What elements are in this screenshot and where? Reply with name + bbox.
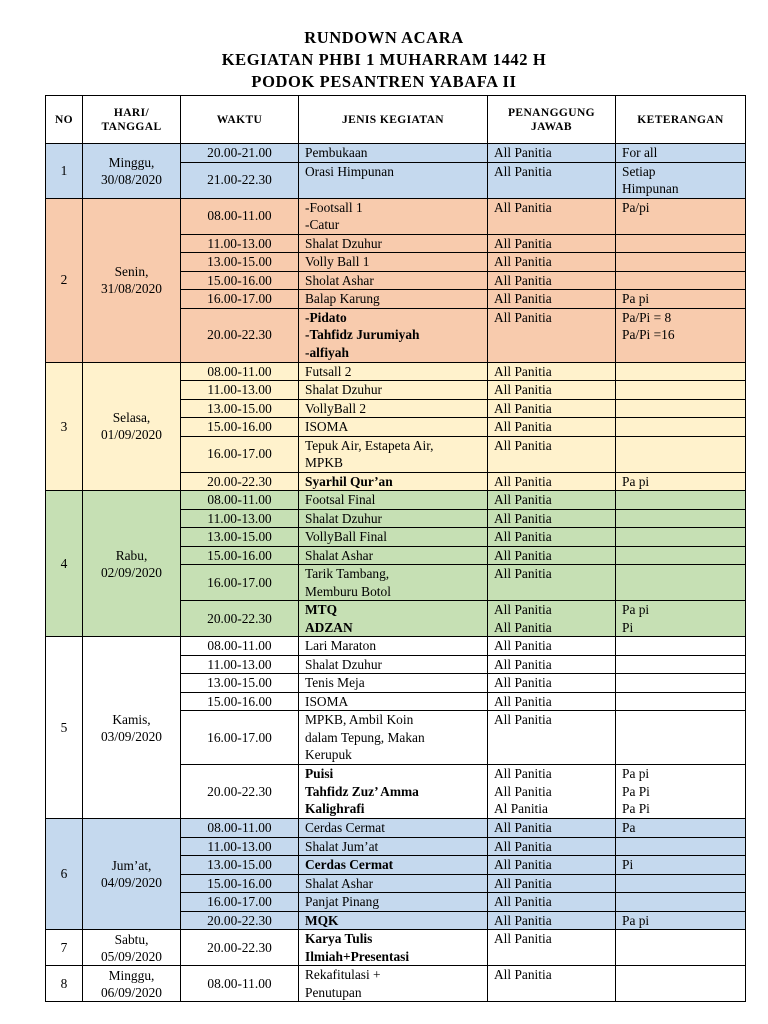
responsible-cell — [488, 819, 616, 838]
responsible-line: All Panitia — [494, 510, 552, 526]
time-cell: 16.00-17.00 — [181, 290, 299, 309]
responsible-line: All Panitia — [494, 675, 552, 690]
activity-cell — [299, 893, 488, 912]
responsible-cell — [488, 399, 616, 418]
activity-line: Penutupan — [305, 984, 362, 1000]
time-cell: 13.00-15.00 — [181, 674, 299, 693]
responsible-line: All Panitia — [494, 619, 552, 635]
notes-cell — [616, 837, 746, 856]
activity-line: Kalighrafi — [305, 801, 365, 816]
responsible-cell — [488, 436, 616, 472]
day-number: 7 — [46, 930, 83, 966]
day-number: 8 — [46, 966, 83, 1002]
table-row — [46, 930, 746, 966]
notes-cell — [616, 637, 746, 656]
day-date: 05/09/2020 — [100, 948, 162, 964]
notes-cell — [616, 528, 746, 547]
responsible-cell — [488, 711, 616, 765]
activity-line: -Pidato — [305, 309, 347, 325]
activity-line: Pembukaan — [305, 145, 368, 160]
header-row — [46, 96, 746, 144]
header-tanggal-label: TANGGAL — [101, 120, 162, 133]
time-cell: 16.00-17.00 — [181, 436, 299, 472]
document-subtitle-place: PODOK PESANTREN YABAFA II — [251, 72, 517, 91]
notes-line: Pa/Pi = 8 — [622, 309, 672, 325]
notes-cell — [616, 253, 746, 272]
day-date: 01/09/2020 — [100, 427, 162, 443]
activity-cell — [299, 436, 488, 472]
day-name: Selasa, — [112, 410, 151, 426]
notes-cell — [616, 546, 746, 565]
notes-cell — [616, 491, 746, 510]
notes-cell — [616, 271, 746, 290]
activity-cell — [299, 528, 488, 547]
responsible-cell — [488, 491, 616, 510]
notes-line: Pa pi — [622, 602, 650, 617]
time-cell: 11.00-13.00 — [181, 655, 299, 674]
time-cell: 15.00-16.00 — [181, 692, 299, 711]
activity-cell — [299, 546, 488, 565]
day-date: 02/09/2020 — [100, 564, 162, 580]
activity-line: Kerupuk — [305, 747, 352, 762]
responsible-cell — [488, 198, 616, 234]
day-name: Sabtu, — [114, 931, 149, 947]
activity-line: -Tahfidz Jurumiyah — [305, 327, 420, 342]
responsible-cell — [488, 144, 616, 163]
time-cell: 20.00-22.30 — [181, 911, 299, 930]
responsible-line: All Panitia — [494, 931, 552, 946]
day-date-cell — [83, 637, 181, 819]
notes-cell — [616, 765, 746, 819]
day-number: 5 — [46, 637, 83, 819]
responsible-cell — [488, 290, 616, 309]
activity-cell — [299, 674, 488, 693]
responsible-line: All Panitia — [494, 363, 552, 379]
header-keterangan: KETERANGAN — [616, 96, 746, 144]
responsible-cell — [488, 911, 616, 930]
activity-line: Tahfidz Zuz’ Amma — [305, 783, 419, 799]
responsible-cell — [488, 856, 616, 875]
activity-line: Lari Maraton — [305, 638, 377, 653]
header-hari-tanggal — [83, 96, 181, 144]
day-date-cell — [83, 966, 181, 1002]
notes-line: Pa pi — [622, 912, 650, 928]
notes-line: Himpunan — [622, 181, 679, 196]
activity-cell — [299, 837, 488, 856]
activity-cell — [299, 253, 488, 272]
notes-cell — [616, 308, 746, 362]
activity-line: Shalat Dzuhur — [305, 510, 382, 526]
activity-cell — [299, 362, 488, 381]
notes-cell — [616, 966, 746, 1002]
notes-cell — [616, 418, 746, 437]
activity-line: Ilmiah+Presentasi — [305, 948, 410, 964]
activity-line: Orasi Himpunan — [305, 163, 394, 179]
activity-cell — [299, 308, 488, 362]
responsible-line: All Panitia — [494, 272, 552, 288]
day-number: 6 — [46, 819, 83, 930]
activity-line: Panjat Pinang — [305, 894, 380, 909]
header-pj-line2: JAWAB — [531, 120, 572, 133]
responsible-line: All Panitia — [494, 656, 552, 672]
activity-cell — [299, 509, 488, 528]
table-row — [46, 637, 746, 656]
notes-line: Pa Pi — [622, 783, 650, 799]
activity-cell — [299, 198, 488, 234]
notes-cell — [616, 565, 746, 601]
time-cell: 13.00-15.00 — [181, 528, 299, 547]
notes-cell — [616, 436, 746, 472]
responsible-line: All Panitia — [494, 163, 552, 179]
responsible-line: All Panitia — [494, 894, 552, 909]
activity-cell — [299, 692, 488, 711]
activity-line: MPKB, Ambil Koin — [305, 712, 414, 727]
table-row — [46, 819, 746, 838]
notes-cell — [616, 162, 746, 198]
notes-line: Setiap — [622, 163, 656, 179]
day-name: Minggu, — [108, 967, 155, 983]
notes-cell — [616, 234, 746, 253]
activity-line: Shalat Dzuhur — [305, 382, 382, 397]
responsible-cell — [488, 528, 616, 547]
day-name: Minggu, — [108, 154, 155, 170]
notes-cell — [616, 874, 746, 893]
time-cell: 16.00-17.00 — [181, 711, 299, 765]
activity-line: Shalat Dzuhur — [305, 235, 382, 251]
day-date: 06/09/2020 — [100, 984, 162, 1000]
day-date-cell — [83, 362, 181, 491]
day-date: 30/08/2020 — [100, 171, 162, 187]
activity-cell — [299, 271, 488, 290]
time-cell: 08.00-11.00 — [181, 491, 299, 510]
table-row — [46, 966, 746, 1002]
responsible-cell — [488, 234, 616, 253]
notes-cell — [616, 362, 746, 381]
activity-cell — [299, 874, 488, 893]
day-date-cell — [83, 198, 181, 362]
activity-cell — [299, 472, 488, 491]
table-row — [46, 362, 746, 381]
time-cell: 11.00-13.00 — [181, 509, 299, 528]
responsible-line: All Panitia — [494, 437, 552, 453]
notes-line: Pa/pi — [622, 199, 650, 215]
notes-line: Pa — [622, 820, 636, 835]
responsible-line: All Panitia — [494, 291, 552, 306]
responsible-cell — [488, 381, 616, 400]
responsible-line: All Panitia — [494, 857, 552, 872]
responsible-cell — [488, 601, 616, 637]
notes-cell — [616, 198, 746, 234]
activity-line: Syarhil Qur’an — [305, 473, 393, 489]
header-waktu: WAKTU — [181, 96, 299, 144]
activity-cell — [299, 930, 488, 966]
activity-line: Futsall 2 — [305, 363, 352, 379]
activity-line: Sholat Ashar — [305, 272, 374, 288]
activity-cell — [299, 381, 488, 400]
responsible-cell — [488, 162, 616, 198]
header-hari-label: HARI/ — [113, 106, 150, 119]
responsible-line: All Panitia — [494, 199, 552, 215]
responsible-cell — [488, 930, 616, 966]
activity-line: Footsal Final — [305, 492, 376, 507]
notes-cell — [616, 930, 746, 966]
table-row — [46, 144, 746, 163]
responsible-line: Al Panitia — [494, 801, 548, 816]
notes-line: Pi — [622, 619, 634, 635]
day-name: Rabu, — [115, 547, 148, 563]
day-number: 3 — [46, 362, 83, 491]
responsible-line: All Panitia — [494, 254, 552, 269]
activity-line: Cerdas Cermat — [305, 857, 394, 872]
notes-cell — [616, 472, 746, 491]
responsible-cell — [488, 674, 616, 693]
activity-line: Shalat Ashar — [305, 875, 374, 891]
time-cell: 20.00-22.30 — [181, 930, 299, 966]
notes-line: Pa pi — [622, 766, 650, 781]
responsible-line: All Panitia — [494, 638, 552, 653]
activity-cell — [299, 711, 488, 765]
responsible-line: All Panitia — [494, 145, 552, 160]
activity-cell — [299, 856, 488, 875]
responsible-line: All Panitia — [494, 419, 552, 434]
responsible-cell — [488, 418, 616, 437]
activity-cell — [299, 399, 488, 418]
responsible-line: All Panitia — [494, 967, 552, 982]
responsible-line: All Panitia — [494, 838, 552, 854]
responsible-line: All Panitia — [494, 602, 552, 617]
activity-cell — [299, 765, 488, 819]
activity-line: Shalat Ashar — [305, 547, 374, 563]
activity-line: -Footsall 1 — [305, 199, 363, 215]
activity-cell — [299, 911, 488, 930]
notes-line: Pa pi — [622, 291, 650, 306]
table-row — [46, 198, 746, 234]
time-cell: 13.00-15.00 — [181, 399, 299, 418]
activity-line: Shalat Jum’at — [305, 838, 379, 854]
notes-cell — [616, 819, 746, 838]
time-cell: 13.00-15.00 — [181, 856, 299, 875]
notes-line: For all — [622, 145, 658, 160]
responsible-line: All Panitia — [494, 309, 552, 325]
day-date: 04/09/2020 — [100, 875, 162, 890]
day-number: 4 — [46, 491, 83, 637]
activity-cell — [299, 601, 488, 637]
activity-line: ISOMA — [305, 419, 349, 434]
activity-cell — [299, 144, 488, 163]
notes-cell — [616, 399, 746, 418]
responsible-cell — [488, 362, 616, 381]
time-cell: 20.00-22.30 — [181, 601, 299, 637]
activity-line: Tarik Tambang, — [305, 566, 390, 581]
table-row — [46, 491, 746, 510]
header-no: NO — [46, 96, 83, 144]
notes-cell — [616, 655, 746, 674]
activity-line: -Catur — [305, 217, 340, 232]
activity-line: Memburu Botol — [305, 583, 391, 599]
notes-line: Pi — [622, 857, 634, 872]
responsible-line: All Panitia — [494, 712, 552, 727]
activity-line: -alfiyah — [305, 344, 349, 360]
day-date: 31/08/2020 — [100, 281, 162, 296]
notes-cell — [616, 381, 746, 400]
responsible-line: All Panitia — [494, 473, 552, 489]
time-cell: 11.00-13.00 — [181, 837, 299, 856]
day-date-cell — [83, 819, 181, 930]
notes-cell — [616, 601, 746, 637]
activity-line: ISOMA — [305, 693, 349, 709]
responsible-cell — [488, 893, 616, 912]
notes-cell — [616, 692, 746, 711]
time-cell: 13.00-15.00 — [181, 253, 299, 272]
time-cell: 08.00-11.00 — [181, 637, 299, 656]
activity-line: MPKB — [305, 455, 343, 470]
responsible-cell — [488, 874, 616, 893]
document-title: RUNDOWN ACARA — [304, 28, 464, 47]
activity-cell — [299, 565, 488, 601]
day-number: 2 — [46, 198, 83, 362]
responsible-cell — [488, 271, 616, 290]
responsible-line: All Panitia — [494, 400, 552, 416]
header-pj-line1: PENANGGUNG — [507, 106, 596, 119]
day-name: Jum’at, — [111, 858, 152, 873]
time-cell: 20.00-22.30 — [181, 765, 299, 819]
time-cell: 20.00-22.30 — [181, 472, 299, 491]
responsible-cell — [488, 655, 616, 674]
responsible-line: All Panitia — [494, 766, 552, 781]
responsible-cell — [488, 253, 616, 272]
activity-cell — [299, 162, 488, 198]
notes-cell — [616, 893, 746, 912]
activity-line: Tepuk Air, Estapeta Air, — [305, 437, 434, 453]
activity-line: Rekafitulasi + — [305, 967, 381, 982]
notes-cell — [616, 290, 746, 309]
responsible-line: All Panitia — [494, 693, 552, 709]
notes-cell — [616, 856, 746, 875]
activity-line: VollyBall Final — [305, 529, 387, 544]
notes-line: Pa pi — [622, 473, 650, 489]
activity-cell — [299, 234, 488, 253]
activity-line: Cerdas Cermat — [305, 820, 385, 835]
time-cell: 16.00-17.00 — [181, 893, 299, 912]
responsible-line: All Panitia — [494, 235, 552, 251]
responsible-cell — [488, 308, 616, 362]
document-subtitle-event: KEGIATAN PHBI 1 MUHARRAM 1442 H — [221, 50, 547, 69]
responsible-cell — [488, 692, 616, 711]
time-cell: 11.00-13.00 — [181, 234, 299, 253]
responsible-line: All Panitia — [494, 912, 552, 928]
activity-line: Shalat Dzuhur — [305, 656, 382, 672]
day-name: Kamis, — [112, 711, 151, 727]
activity-cell — [299, 966, 488, 1002]
notes-cell — [616, 509, 746, 528]
responsible-cell — [488, 637, 616, 656]
activity-line: VollyBall 2 — [305, 400, 367, 416]
responsible-cell — [488, 546, 616, 565]
day-date-cell — [83, 930, 181, 966]
responsible-line: All Panitia — [494, 875, 552, 891]
activity-cell — [299, 290, 488, 309]
time-cell: 15.00-16.00 — [181, 546, 299, 565]
activity-cell — [299, 418, 488, 437]
responsible-cell — [488, 765, 616, 819]
responsible-line: All Panitia — [494, 547, 552, 563]
header-jenis-kegiatan: JENIS KEGIATAN — [299, 96, 488, 144]
notes-cell — [616, 144, 746, 163]
activity-line: Balap Karung — [305, 291, 380, 306]
activity-cell — [299, 655, 488, 674]
activity-cell — [299, 637, 488, 656]
time-cell: 15.00-16.00 — [181, 418, 299, 437]
time-cell: 15.00-16.00 — [181, 271, 299, 290]
responsible-line: All Panitia — [494, 783, 552, 799]
notes-line: Pa Pi — [622, 801, 650, 816]
time-cell: 11.00-13.00 — [181, 381, 299, 400]
activity-line: Volly Ball 1 — [305, 254, 370, 269]
activity-line: MTQ — [305, 602, 337, 617]
day-name: Senin, — [114, 264, 149, 279]
notes-cell — [616, 911, 746, 930]
responsible-line: All Panitia — [494, 382, 552, 397]
responsible-cell — [488, 565, 616, 601]
responsible-line: All Panitia — [494, 820, 552, 835]
time-cell: 08.00-11.00 — [181, 198, 299, 234]
activity-cell — [299, 819, 488, 838]
activity-line: Puisi — [305, 766, 334, 781]
activity-line: ADZAN — [305, 619, 353, 635]
responsible-line: All Panitia — [494, 529, 552, 544]
day-date-cell — [83, 144, 181, 199]
responsible-line: All Panitia — [494, 492, 552, 507]
activity-line: MQK — [305, 912, 339, 928]
time-cell: 20.00-21.00 — [181, 144, 299, 163]
time-cell: 16.00-17.00 — [181, 565, 299, 601]
activity-line: dalam Tepung, Makan — [305, 729, 425, 745]
responsible-cell — [488, 966, 616, 1002]
notes-line: Pa/Pi =16 — [622, 327, 675, 342]
responsible-cell — [488, 472, 616, 491]
activity-line: Tenis Meja — [305, 675, 365, 690]
responsible-line: All Panitia — [494, 566, 552, 581]
time-cell: 20.00-22.30 — [181, 308, 299, 362]
time-cell: 08.00-11.00 — [181, 362, 299, 381]
responsible-cell — [488, 509, 616, 528]
time-cell: 08.00-11.00 — [181, 819, 299, 838]
day-number: 1 — [46, 144, 83, 199]
responsible-cell — [488, 837, 616, 856]
header-penanggung-jawab — [488, 96, 616, 144]
day-date-cell — [83, 491, 181, 637]
table-body — [46, 144, 746, 1002]
rundown-table — [45, 95, 746, 1002]
activity-line: Karya Tulis — [305, 931, 373, 946]
time-cell: 21.00-22.30 — [181, 162, 299, 198]
notes-cell — [616, 674, 746, 693]
day-date: 03/09/2020 — [100, 728, 162, 744]
notes-cell — [616, 711, 746, 765]
time-cell: 15.00-16.00 — [181, 874, 299, 893]
activity-cell — [299, 491, 488, 510]
time-cell: 08.00-11.00 — [181, 966, 299, 1002]
